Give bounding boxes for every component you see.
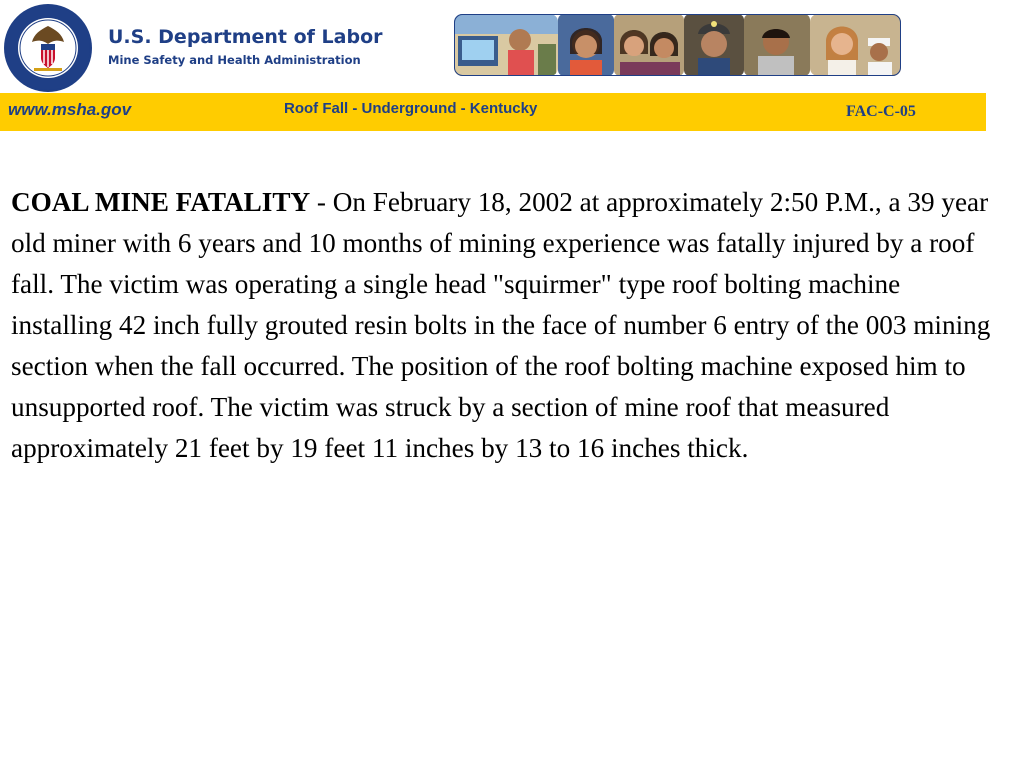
title-banner <box>0 93 986 131</box>
msha-url-link[interactable]: www.msha.gov <box>8 100 132 119</box>
agency-name: Mine Safety and Health Administration <box>108 53 361 67</box>
photo-strip <box>454 14 901 76</box>
seal-ring <box>4 4 92 92</box>
photo-woman <box>558 14 614 76</box>
report-text: - On February 18, 2002 at approximately 2:50 P.M., a 39 year old miner with 6 years and 10 months of mining experience was fatally injured by a roof fall. The victim was operating a single head "squirmer" type roof bolting machine installing 42 inch fully grouted resin bolts in the face of number 6 entry of the 003 mining section when the fall occurred. The position of the roof bolting machine exposed him to unsupported roof. The victim was struck by a section of mine roof that measured approximately 21 feet by 19 feet 11 inches by 13 to 16 inches thick. <box>11 187 991 463</box>
report-lead: COAL MINE FATALITY <box>11 187 311 217</box>
report-title: Roof Fall - Underground - Kentucky <box>284 100 538 117</box>
department-name: U.S. Department of Labor <box>108 26 383 48</box>
report-code: FAC-C-05 <box>846 103 916 120</box>
photo-miner <box>684 14 744 76</box>
photo-child-computer <box>454 14 558 76</box>
dol-seal-icon <box>4 4 92 92</box>
photo-two-women <box>614 14 684 76</box>
photo-workers <box>810 14 901 76</box>
photo-boy <box>744 14 810 76</box>
report-body <box>11 182 1003 469</box>
workers-photo-collage <box>454 14 901 76</box>
